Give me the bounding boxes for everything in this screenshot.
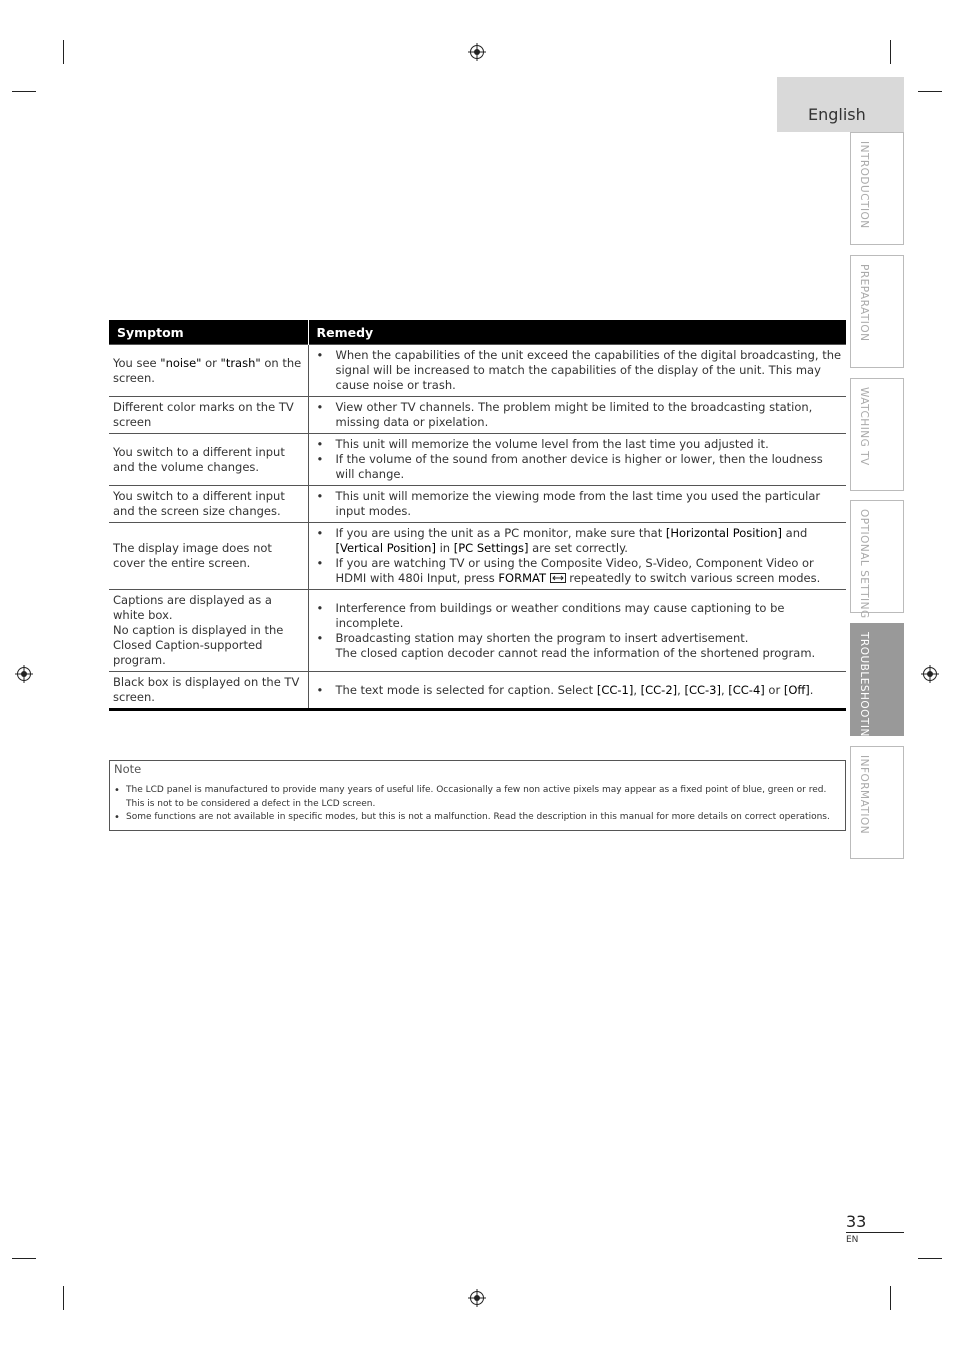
symptom-cell: Different color marks on the TV screen xyxy=(109,397,308,434)
language-label: English xyxy=(808,105,866,124)
list-item: This is not to be considered a defect in the LCD screen. xyxy=(126,798,376,809)
list-item: • The LCD panel is manufactured to provide many years of useful life. Occasionally a few non active pixels may appear as a fixed point of blue, green or red. xyxy=(110,784,845,798)
side-tab-label: OPTIONAL SETTING xyxy=(858,509,870,619)
side-tab-label: INTRODUCTION xyxy=(858,141,870,229)
table-row xyxy=(109,434,846,486)
list-item: • If the volume of the sound from another device is higher or lower, then the loudness will change. xyxy=(313,452,843,482)
table-row xyxy=(109,672,846,710)
symptom-cell: You switch to a different input and the screen size changes. xyxy=(109,486,308,523)
list-item: • This unit will memorize the volume level from the last time you adjusted it. xyxy=(313,437,843,452)
note-list xyxy=(110,784,845,825)
table-row xyxy=(109,486,846,523)
side-tab-troubleshooting[interactable] xyxy=(850,623,904,746)
list-item: • When the capabilities of the unit exceed the capabilities of the digital broadcasting, the signal will be increased to match the capabilities of the display of the unit. This may cause noise or trash. xyxy=(313,348,843,393)
symptom-cell: Black box is displayed on the TV screen. xyxy=(109,672,308,710)
side-tab-watching-tv[interactable] xyxy=(850,378,904,491)
crop-mark xyxy=(918,1258,942,1259)
list-item: • Broadcasting station may shorten the program to insert advertisement. xyxy=(313,631,843,646)
crop-mark xyxy=(918,91,942,92)
registration-mark-icon xyxy=(468,43,486,61)
list-item: • Interference from buildings or weather conditions may cause captioning to be incomplete. xyxy=(313,601,843,631)
page-language-code: EN xyxy=(846,1235,859,1245)
side-tab-optional-setting[interactable] xyxy=(850,500,904,619)
remedy-cell xyxy=(308,397,846,434)
remedy-cell xyxy=(308,523,846,590)
crop-mark xyxy=(890,40,891,64)
list-item: • Some functions are not available in specific modes, but this is not a malfunction. Read the description in this manual for more details on correct operations. xyxy=(110,811,845,825)
language-header xyxy=(777,77,904,132)
side-tab-preparation[interactable] xyxy=(850,255,904,368)
registration-mark-icon xyxy=(921,665,939,683)
list-item: • If you are using the unit as a PC monitor, make sure that [Horizontal Position] and [Vertical Position] in [PC Settings] are set correctly. xyxy=(313,526,843,556)
registration-mark-icon xyxy=(468,1289,486,1307)
side-tab-label: PREPARATION xyxy=(858,264,870,342)
crop-mark xyxy=(12,91,36,92)
list-item: • This unit will memorize the viewing mode from the last time you used the particular input modes. xyxy=(313,489,843,519)
registration-mark-icon xyxy=(15,665,33,683)
remedy-cell xyxy=(308,434,846,486)
crop-mark xyxy=(63,1286,64,1310)
symptom-cell: The display image does not cover the entire screen. xyxy=(109,523,308,590)
header-symptom: Symptom xyxy=(109,320,308,345)
crop-mark xyxy=(63,40,64,64)
list-item: • View other TV channels. The problem might be limited to the broadcasting station, missing data or pixelation. xyxy=(313,400,843,430)
table-row xyxy=(109,590,846,672)
side-tab-introduction[interactable] xyxy=(850,132,904,245)
table-row xyxy=(109,345,846,397)
list-item: • The text mode is selected for caption. Select [CC-1], [CC-2], [CC-3], [CC-4] or [Off]. xyxy=(313,683,843,698)
symptom-cell: You switch to a different input and the volume changes. xyxy=(109,434,308,486)
symptom-cell: Captions are displayed as a white box. No caption is displayed in the Closed Caption-supported program. xyxy=(109,590,308,672)
table-row xyxy=(109,523,846,590)
remedy-cell xyxy=(308,345,846,397)
crop-mark xyxy=(890,1286,891,1310)
side-tab-label: INFORMATION xyxy=(858,755,870,835)
side-tab-label: TROUBLESHOOTING xyxy=(858,632,870,746)
list-item: • If you are watching TV or using the Composite Video, S-Video, Component Video or HDMI with 480i Input, press FORMAT repeatedly to switch various screen modes. xyxy=(313,556,843,586)
page-number: 33 xyxy=(846,1212,867,1231)
remedy-cell xyxy=(308,590,846,672)
list-item: The closed caption decoder cannot read the information of the shortened program. xyxy=(335,645,816,660)
header-remedy: Remedy xyxy=(308,320,846,345)
note-title: Note xyxy=(114,762,142,776)
table-header-row xyxy=(109,320,846,345)
troubleshooting-table xyxy=(109,320,846,711)
note-box xyxy=(109,760,846,831)
side-tab-label: WATCHING TV xyxy=(858,387,870,466)
page-number-rule xyxy=(846,1232,904,1233)
remedy-cell xyxy=(308,672,846,710)
side-tab-information[interactable] xyxy=(850,746,904,859)
symptom-cell: You see "noise" or "trash" on the screen. xyxy=(109,345,308,397)
remedy-cell xyxy=(308,486,846,523)
format-button-icon xyxy=(550,573,566,583)
crop-mark xyxy=(12,1258,36,1259)
table-row xyxy=(109,397,846,434)
